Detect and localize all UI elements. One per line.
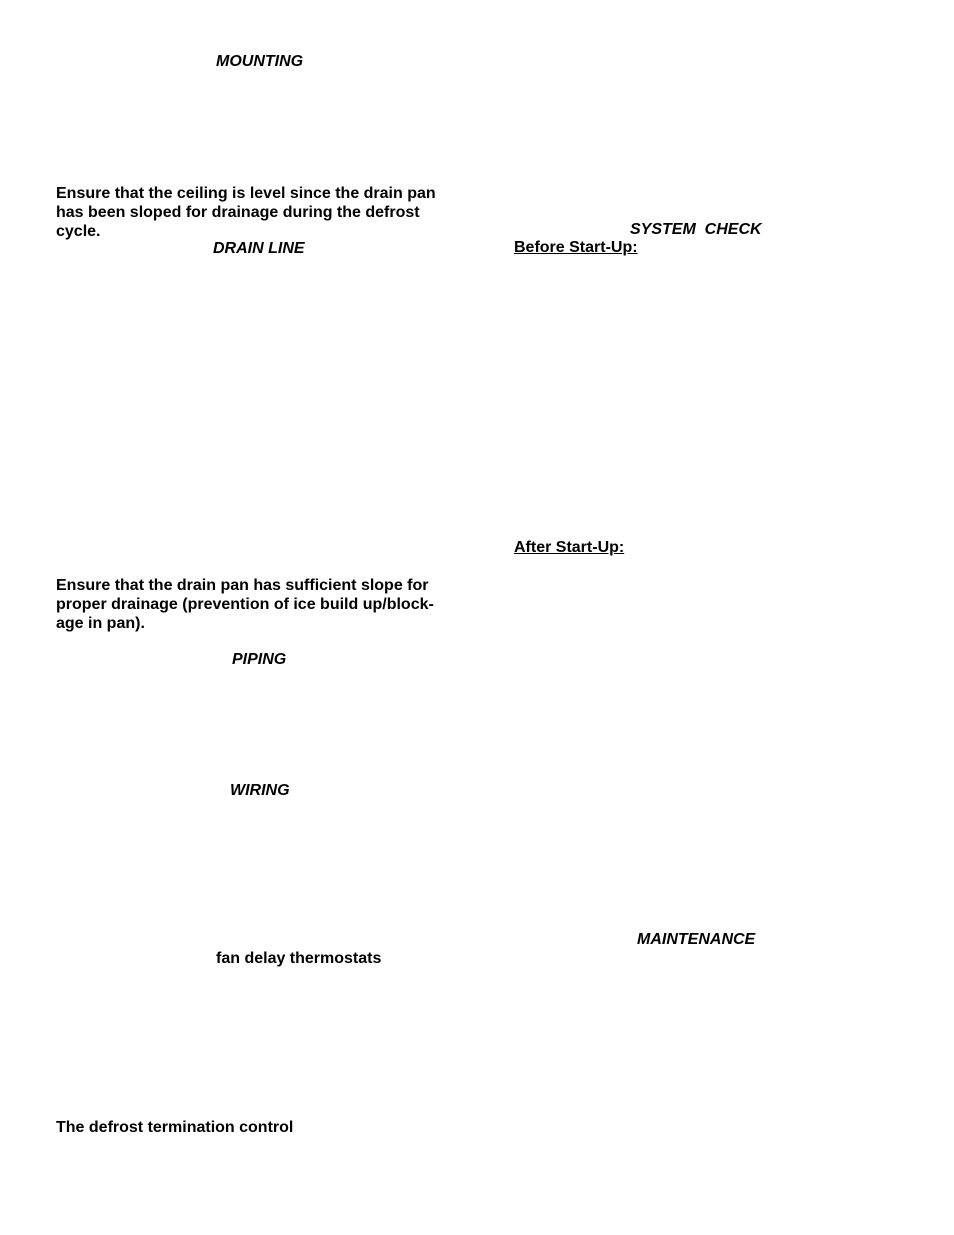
mounting-line-3: cycle. <box>56 223 101 240</box>
heading-piping: PIPING <box>232 651 287 668</box>
drain-line-line-1: Ensure that the drain pan has sufficient slope for <box>56 577 429 594</box>
heading-maintenance: MAINTENANCE <box>637 931 756 948</box>
drain-line-line-3: age in pan). <box>56 615 145 632</box>
heading-drain-line: DRAIN LINE <box>213 240 305 257</box>
defrost-termination-text: The defrost termination control <box>56 1119 294 1136</box>
heading-wiring: WIRING <box>230 782 290 799</box>
heading-system-check: SYSTEM CHECK <box>630 221 762 238</box>
mounting-line-2: has been sloped for drainage during the defrost <box>56 204 420 221</box>
heading-mounting: MOUNTING <box>216 53 304 70</box>
mounting-line-1: Ensure that the ceiling is level since the drain pan <box>56 185 436 202</box>
before-start-up-label: Before Start-Up: <box>514 239 638 256</box>
after-start-up-label: After Start-Up: <box>514 539 625 556</box>
drain-line-line-2: proper drainage (prevention of ice build up/block- <box>56 596 434 613</box>
mounting-paragraph <box>56 184 476 241</box>
fan-delay-thermostats-text: fan delay thermostats <box>216 950 382 967</box>
drain-line-paragraph <box>56 576 476 633</box>
